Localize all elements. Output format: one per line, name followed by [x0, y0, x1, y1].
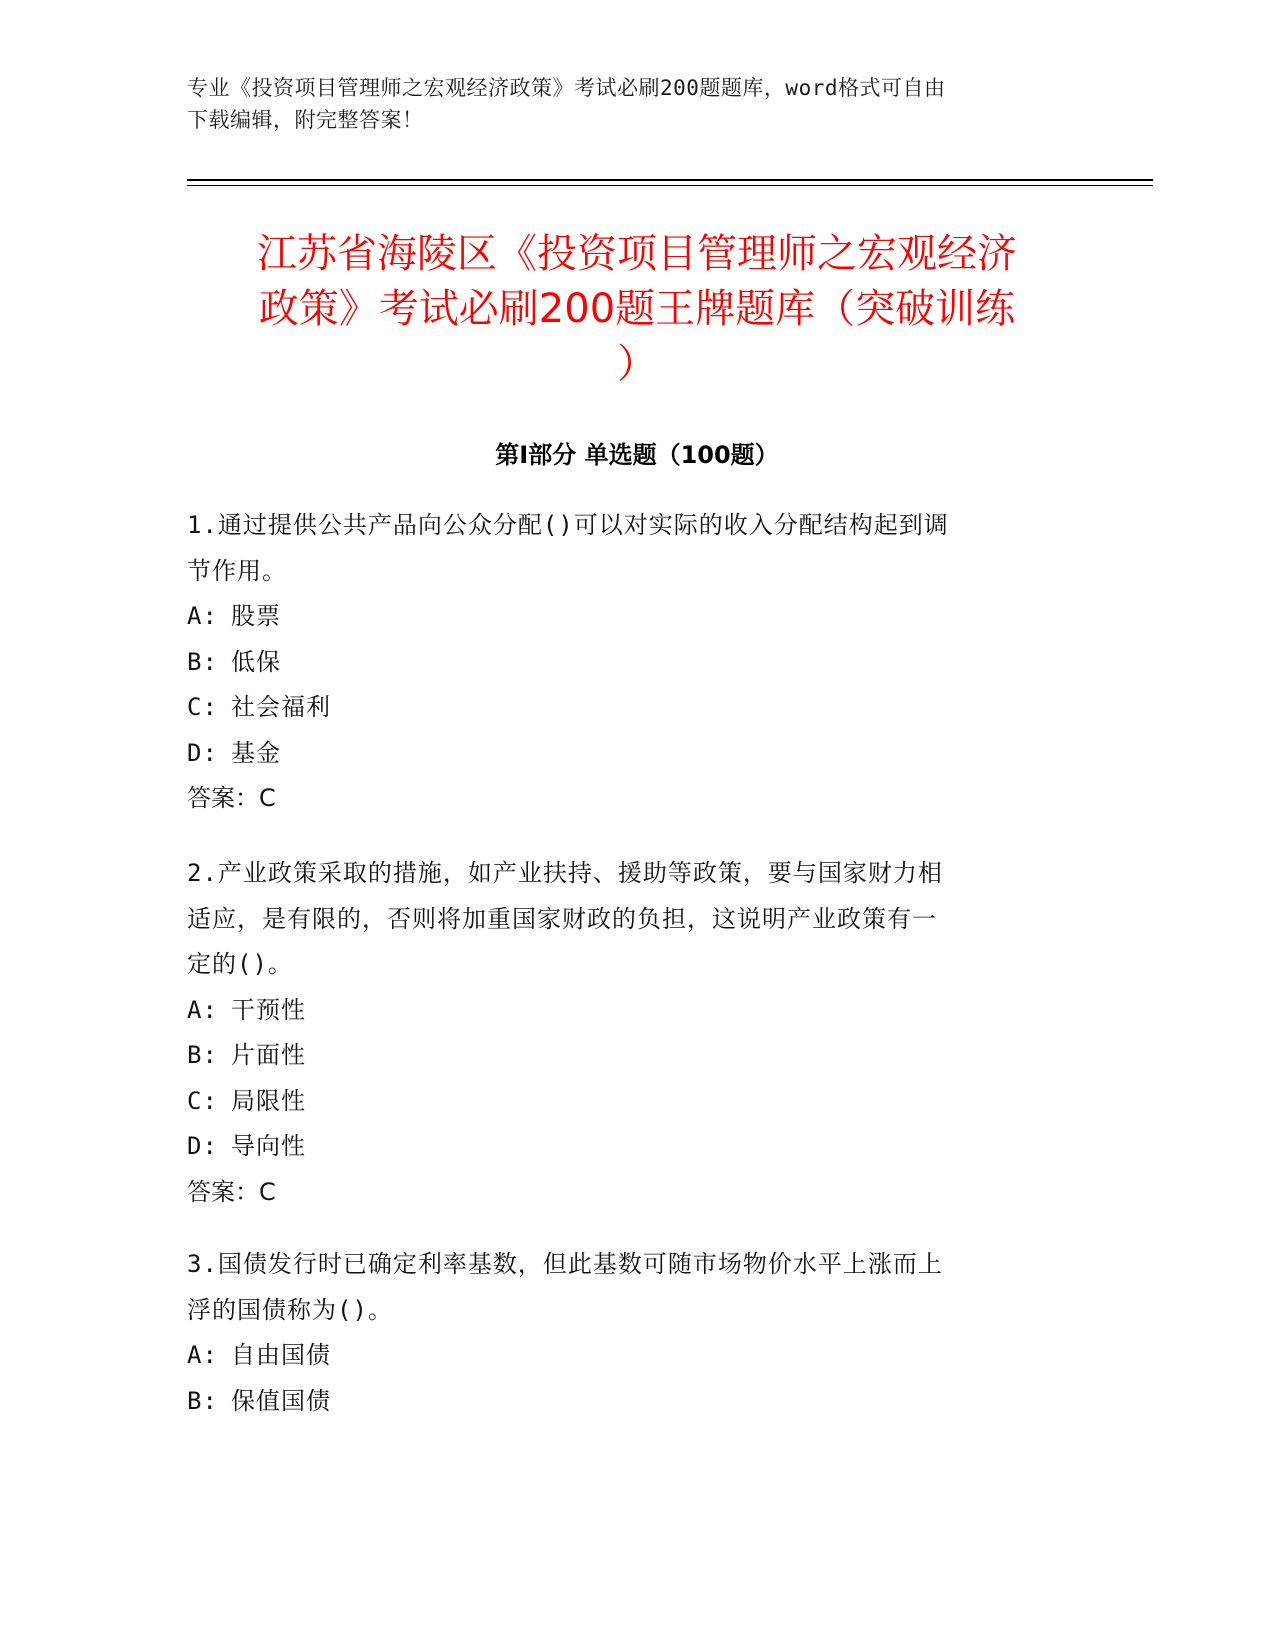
option-b	[187, 1033, 1067, 1079]
question-stem-line: 节作用。	[187, 556, 287, 585]
question-1	[187, 503, 1067, 822]
option-letter: D:	[187, 1132, 218, 1160]
option-a	[187, 988, 1067, 1034]
option-b	[187, 640, 1067, 686]
header-line-2: 下载编辑，附完整答案！	[187, 108, 424, 132]
question-stem-line: 定的()。	[187, 950, 293, 978]
option-letter: C:	[187, 693, 218, 721]
option-text: 社会福利	[231, 693, 331, 721]
title-line-3: ）	[617, 341, 657, 387]
header-divider-thin	[187, 185, 1153, 186]
option-d	[187, 1124, 1067, 1170]
option-text: 保值国债	[231, 1386, 331, 1415]
option-letter: A:	[187, 1341, 218, 1369]
title-line-1: 江苏省海陵区《投资项目管理师之宏观经济	[257, 231, 1017, 277]
question-3	[187, 1242, 1067, 1424]
option-text: 低保	[231, 647, 281, 676]
option-a	[187, 1333, 1067, 1379]
option-letter: A:	[187, 602, 218, 630]
question-stem-line: 3.国债发行时已确定利率基数，但此基数可随市场物价水平上涨而上	[187, 1250, 943, 1278]
title-line-2: 政策》考试必刷200题王牌题库（突破训练	[258, 286, 1016, 332]
option-letter: C:	[187, 1086, 218, 1115]
option-text: 自由国债	[231, 1341, 331, 1369]
question-stem-line: 1.通过提供公共产品向公众分配()可以对实际的收入分配结构起到调	[187, 511, 949, 539]
section-title: 第Ⅰ部分 单选题（100题）	[495, 441, 779, 469]
option-a	[187, 594, 1067, 640]
question-stem-line: 2.产业政策采取的措施，如产业扶持、援助等政策，要与国家财力相	[187, 859, 943, 887]
option-text: 基金	[231, 738, 281, 767]
question-stem-line: 适应，是有限的，否则将加重国家财政的负担，这说明产业政策有一	[187, 904, 937, 933]
option-text: 干预性	[231, 995, 306, 1024]
option-b	[187, 1379, 1067, 1425]
option-text: 导向性	[231, 1132, 306, 1160]
option-letter: A:	[187, 995, 218, 1024]
document-title	[187, 227, 1087, 392]
option-letter: B:	[187, 1386, 218, 1415]
option-letter: B:	[187, 647, 218, 676]
option-d	[187, 731, 1067, 777]
answer-line: 答案：C	[187, 1177, 276, 1206]
header-line-1: 专业《投资项目管理师之宏观经济政策》考试必刷200题题库，word格式可自由	[187, 76, 946, 100]
option-text: 片面性	[231, 1041, 306, 1069]
option-letter: B:	[187, 1041, 218, 1069]
header-description	[187, 72, 1087, 136]
option-letter: D:	[187, 738, 218, 767]
option-text: 股票	[231, 602, 281, 630]
option-c	[187, 685, 1067, 731]
header-divider-thick	[187, 179, 1153, 181]
option-text: 局限性	[231, 1086, 306, 1115]
answer-line: 答案：C	[187, 784, 276, 812]
question-2	[187, 851, 1067, 1215]
question-stem-line: 浮的国债称为()。	[187, 1295, 393, 1324]
option-c	[187, 1079, 1067, 1125]
